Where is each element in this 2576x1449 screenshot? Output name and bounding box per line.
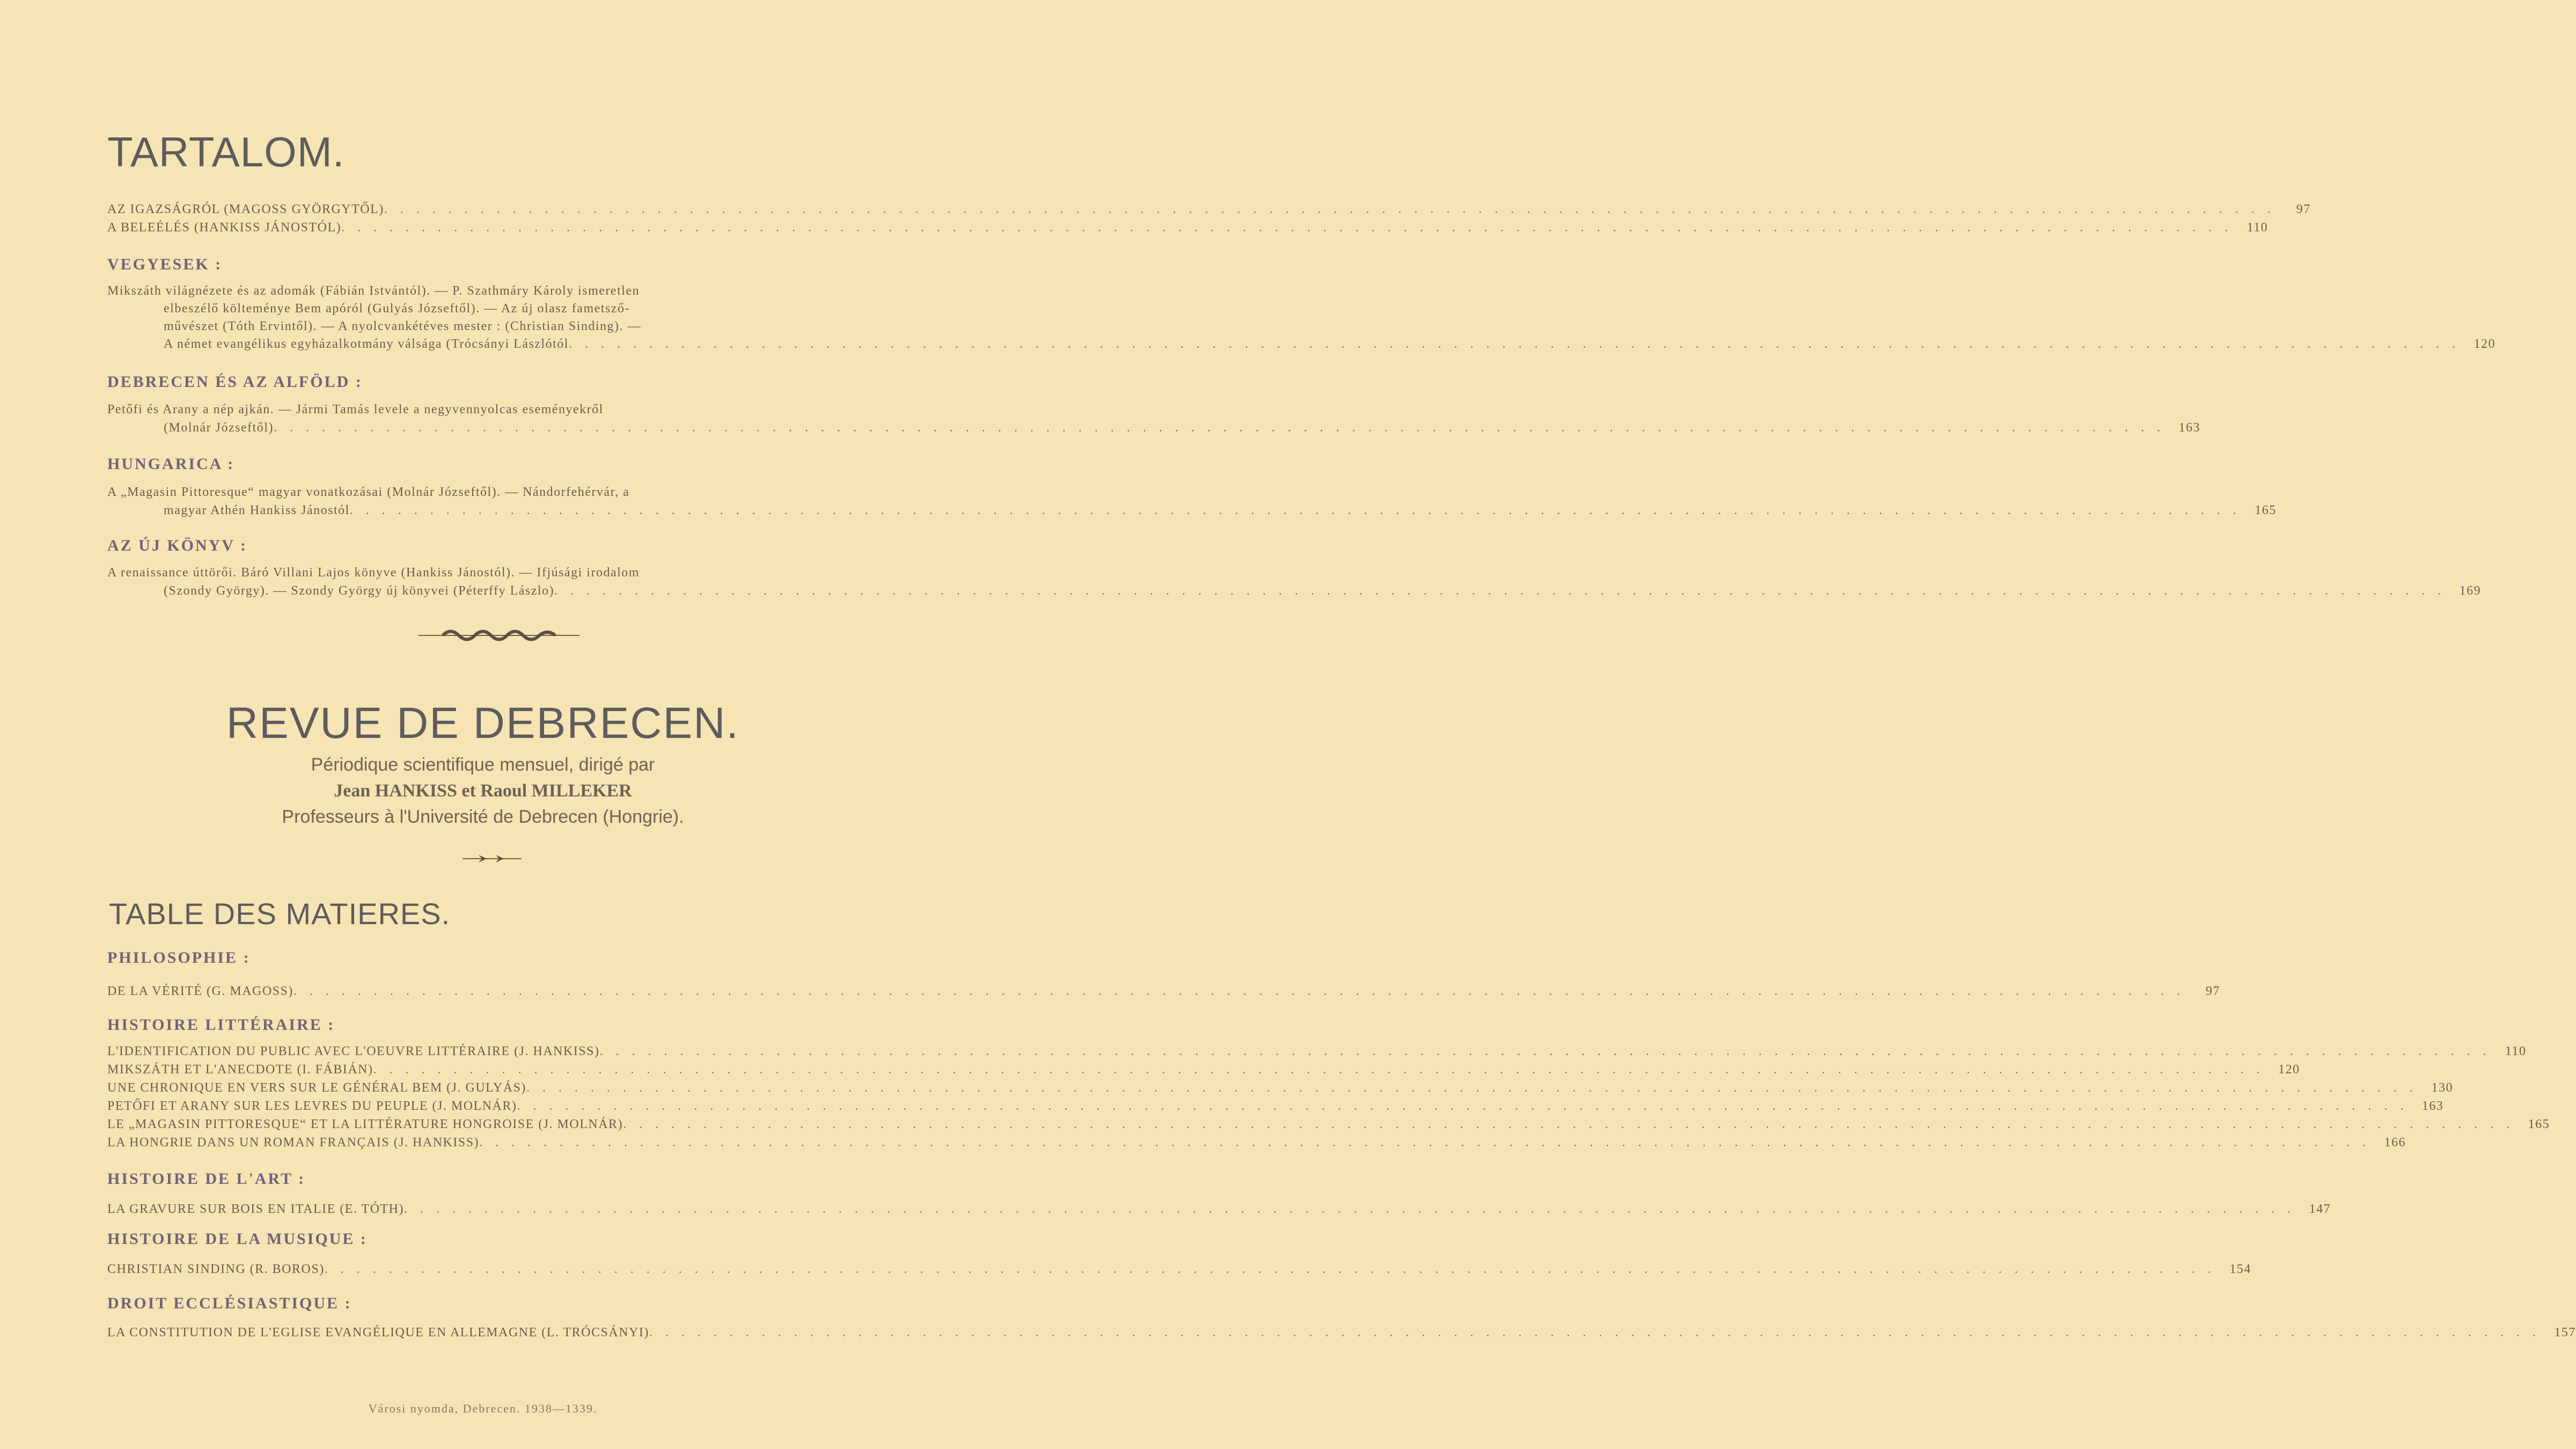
paragraph-line: Mikszáth világnézete és az adomák (Fábián Istvántól). — P. Szathmáry Károly ismeretlen (107, 284, 640, 298)
page-number: 130 (2431, 1081, 2453, 1095)
section-heading: DROIT ECCLÉSIASTIQUE : (107, 1294, 352, 1312)
section-heading: AZ ÚJ KÖNYV : (107, 537, 247, 554)
entry-title: LA HONGRIE DANS UN ROMAN FRANÇAIS (J. HANKISS) (107, 1136, 480, 1150)
section-heading: VEGYESEK : (107, 255, 223, 273)
page-number: 165 (2255, 503, 2277, 517)
page-number: 120 (2474, 337, 2496, 351)
page-number: 97 (2296, 202, 2311, 216)
toc-paragraph (107, 282, 2496, 353)
toc-paragraph (107, 564, 2482, 600)
page-number: 154 (2229, 1262, 2251, 1276)
toc-entry (107, 1200, 2331, 1218)
entry-title: (Molnár Józseftől) (164, 421, 274, 435)
page-number: 110 (2247, 221, 2269, 235)
toc-entry (107, 1323, 2576, 1342)
section-heading: HISTOIRE DE L'ART : (107, 1170, 306, 1188)
entry-title: LA CONSTITUTION DE L'EGLISE EVANGÉLIQUE EN ALLEMAGNE (L. TRÓCSÁNYI) (107, 1326, 649, 1340)
toc-list (107, 1042, 2550, 1152)
entry-title: DE LA VÉRITÉ (G. MAGOSS) (107, 984, 293, 998)
page-number: 163 (2178, 421, 2200, 435)
vine-ornament-icon (419, 629, 579, 642)
toc-paragraph (107, 400, 2200, 437)
page-number: 166 (2384, 1136, 2406, 1150)
revue-header (0, 698, 966, 828)
revue-title: REVUE DE DEBRECEN. (226, 699, 740, 748)
entry-title: A német evangélikus egyházalkotmány válsága (Trócsányi Lászlótól (164, 337, 569, 351)
page-number: 169 (2459, 584, 2482, 598)
toc-entry (107, 218, 2269, 237)
arrow-ornament-icon (463, 853, 522, 864)
page-number: 110 (2505, 1044, 2527, 1058)
entry-title: AZ IGAZSÁGRÓL (MAGOSS GYÖRGYTŐL) (107, 202, 384, 216)
paragraph-line: A „Magasin Pittoresque“ magyar vonatkozásai (Molnár Józseftől). — Nándorfehérvár, a (107, 485, 630, 499)
page-number: 97 (2205, 984, 2220, 998)
section-heading: HISTOIRE LITTÉRAIRE : (107, 1016, 335, 1034)
revue-subtitle: Périodique scientifique mensuel, dirigé par (311, 755, 655, 775)
page-number: 147 (2309, 1202, 2331, 1216)
page-number: 120 (2278, 1063, 2300, 1077)
entry-title: (Szondy György). — Szondy György új könyvei (Péterffy Lászlo) (164, 584, 555, 598)
toc-entry (107, 982, 2220, 1000)
entry-title: MIKSZÁTH ET L'ANECDOTE (I. FÁBIÁN) (107, 1063, 373, 1077)
paragraph-line: Petőfi és Arany a nép ajkán. — Jármi Tamás levele a negyvennyolcas eseményekről (107, 402, 604, 416)
page-number: 165 (2528, 1117, 2550, 1131)
entry-title: A BELEÉLÉS (HANKISS JÁNOSTÓL) (107, 221, 342, 235)
entry-title: magyar Athén Hankiss Jánostól (164, 503, 350, 517)
section-heading: HUNGARICA : (107, 455, 235, 473)
printer-imprint: Városi nyomda, Debrecen. 1938—1339. (368, 1402, 598, 1415)
entry-title: PETŐFI ET ARANY SUR LES LEVRES DU PEUPLE (J. MOLNÁR) (107, 1099, 517, 1113)
section-heading: DEBRECEN ÉS AZ ALFÖLD : (107, 373, 363, 391)
revue-editors: Jean HANKISS et Raoul MILLEKER (334, 781, 632, 801)
entry-title: LE „MAGASIN PITTORESQUE“ ET LA LITTÉRATURE HONGROISE (J. MOLNÁR) (107, 1117, 623, 1131)
revue-affiliation: Professeurs à l'Université de Debrecen (Hongrie). (282, 807, 684, 827)
entry-title: UNE CHRONIQUE EN VERS SUR LE GÉNÉRAL BEM (J. GULYÁS) (107, 1081, 526, 1095)
toc-entry (107, 200, 2311, 218)
page-number: 157 (2554, 1326, 2576, 1340)
toc-paragraph (107, 483, 2277, 519)
section-heading: HISTOIRE DE LA MUSIQUE : (107, 1230, 368, 1248)
entry-title: CHRISTIAN SINDING (R. BOROS) (107, 1262, 325, 1276)
entry-title: LA GRAVURE SUR BOIS EN ITALIE (E. TÓTH) (107, 1202, 405, 1216)
paragraph-line: művészet (Tóth Ervintől). — A nyolcvankétéves mester : (Christian Sinding). — (164, 319, 642, 333)
page-number: 163 (2421, 1099, 2444, 1113)
entry-title: L'IDENTIFICATION DU PUBLIC AVEC L'OEUVRE LITTÉRAIRE (J. HANKISS) (107, 1044, 600, 1058)
toc-entry (107, 1260, 2251, 1278)
paragraph-line: elbeszélő költeménye Bem apóról (Gulyás Józseftől). — Az új olasz fametsző- (164, 302, 630, 316)
table-title: TABLE DES MATIERES. (109, 897, 451, 931)
section-heading: PHILOSOPHIE : (107, 949, 251, 967)
paragraph-line: A renaissance úttörői. Báró Villani Lajos könyve (Hankiss Jánostól). — Ifjúsági irodalom (107, 566, 640, 580)
tartalom-title: TARTALOM. (107, 128, 345, 175)
